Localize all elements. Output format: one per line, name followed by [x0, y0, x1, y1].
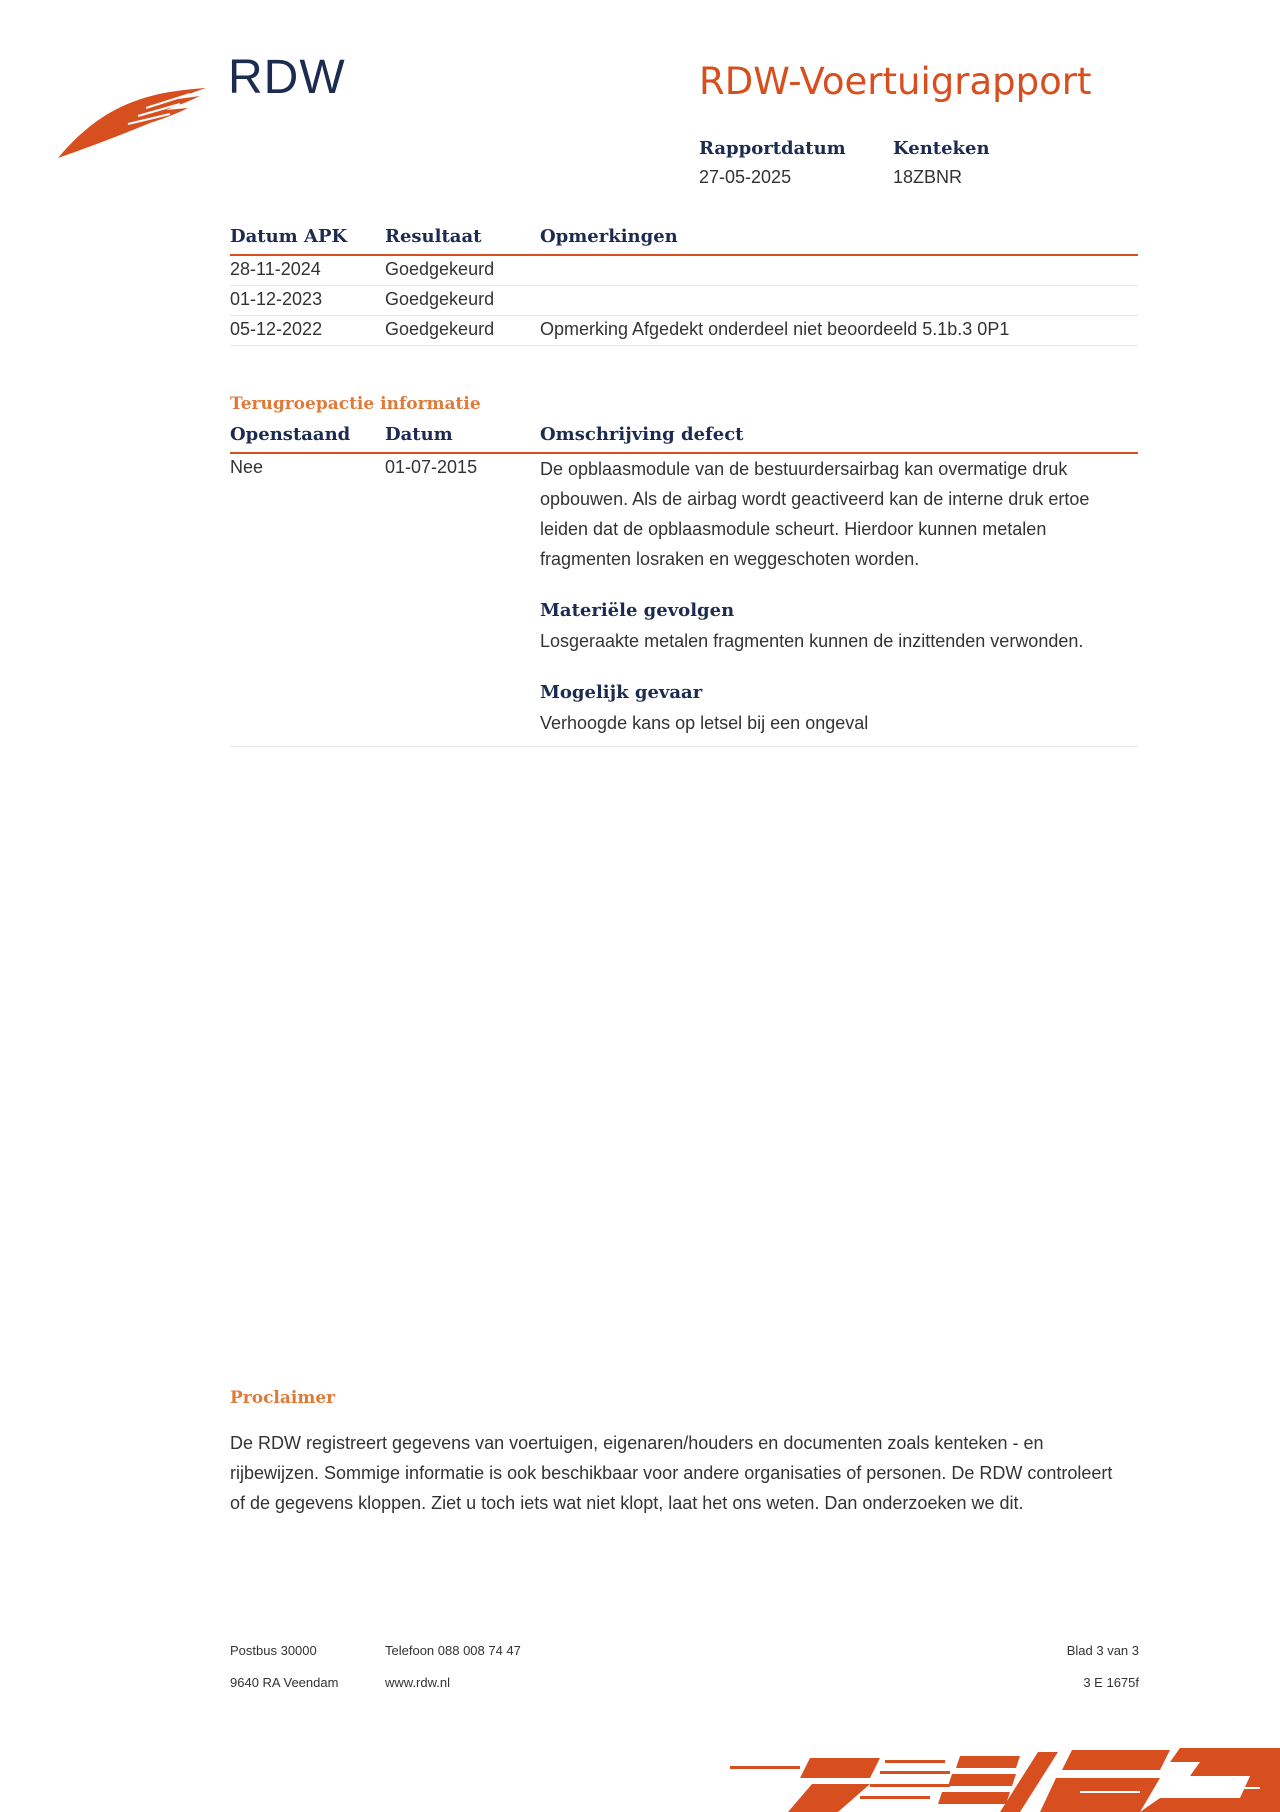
- apk-table: [230, 226, 1138, 346]
- report-date-block: [699, 138, 846, 188]
- apk-result: Goedgekeurd: [385, 316, 540, 346]
- table-row: [230, 255, 1138, 286]
- logo-text: RDW: [228, 51, 346, 104]
- recall-header-description: Omschrijving defect: [540, 424, 1138, 453]
- apk-remarks: [540, 255, 1138, 286]
- apk-header-result: Resultaat: [385, 226, 540, 255]
- recall-header-open: Openstaand: [230, 424, 385, 453]
- recall-description: De opblaasmodule van de bestuurdersairbag kan overmatige druk opbouwen. Als de airbag wordt geactiveerd kan de interne druk ertoe leiden dat de opblaasmodule scheurt. Hierdoor kunnen metalen fragmenten losraken en weggeschoten worden.: [540, 459, 1090, 569]
- apk-header-row: [230, 226, 1138, 255]
- apk-result: Goedgekeurd: [385, 286, 540, 316]
- report-date-value: 27-05-2025: [699, 167, 792, 187]
- recall-heading: Terugroepactie informatie: [230, 394, 481, 414]
- recall-header-row: [230, 424, 1138, 453]
- footer-doc-code: 3 E 1675f: [1083, 1675, 1139, 1690]
- apk-date: 28-11-2024: [230, 255, 385, 286]
- report-date-label: Rapportdatum: [699, 138, 846, 159]
- footer-city: 9640 RA Veendam: [230, 1675, 339, 1690]
- footer-phone: Telefoon 088 008 74 47: [385, 1643, 521, 1658]
- apk-result: Goedgekeurd: [385, 255, 540, 286]
- proclaimer-text: De RDW registreert gegevens van voertuigen, eigenaren/houders en documenten zoals kenteken - en rijbewijzen. Sommige informatie is ook beschikbaar voor andere organisaties of personen. De RDW controleert of de gegevens kloppen. Ziet u toch iets wat niet klopt, laat het ons weten. Dan onderzoeken we dit.: [230, 1433, 1113, 1513]
- proclaimer-heading: Proclaimer: [230, 1388, 336, 1408]
- table-row: [230, 316, 1138, 346]
- apk-header-date: Datum APK: [230, 226, 385, 255]
- material-consequences-text: Losgeraakte metalen fragmenten kunnen de inzittenden verwonden.: [540, 631, 1084, 651]
- recall-date: 01-07-2015: [385, 453, 540, 747]
- apk-remarks: [540, 286, 1138, 316]
- rdw-stripes-decoration: [720, 1738, 1280, 1812]
- license-plate-label: Kenteken: [893, 138, 990, 159]
- report-title: RDW-Voertuigrapport: [699, 60, 1092, 103]
- apk-remarks: Opmerking Afgedekt onderdeel niet beoordeeld 5.1b.3 0P1: [540, 316, 1138, 346]
- possible-danger-heading: Mogelijk gevaar: [540, 682, 703, 703]
- recall-description-cell: [540, 453, 1138, 747]
- license-plate-block: [893, 138, 990, 188]
- table-row: [230, 286, 1138, 316]
- apk-date: 01-12-2023: [230, 286, 385, 316]
- material-consequences-heading: Materiële gevolgen: [540, 600, 735, 621]
- apk-header-remarks: Opmerkingen: [540, 226, 1138, 255]
- recall-header-date: Datum: [385, 424, 540, 453]
- license-plate-value: 18ZBNR: [893, 167, 963, 187]
- footer-page-number: Blad 3 van 3: [1066, 1643, 1139, 1658]
- table-row: [230, 453, 1138, 747]
- footer-website: www.rdw.nl: [385, 1675, 451, 1690]
- rdw-feather-logo-icon: [58, 82, 208, 162]
- footer-postbus: Postbus 30000: [230, 1643, 317, 1658]
- possible-danger-text: Verhoogde kans op letsel bij een ongeval: [540, 713, 869, 733]
- apk-date: 05-12-2022: [230, 316, 385, 346]
- recall-open: Nee: [230, 453, 385, 747]
- recall-table: [230, 424, 1138, 747]
